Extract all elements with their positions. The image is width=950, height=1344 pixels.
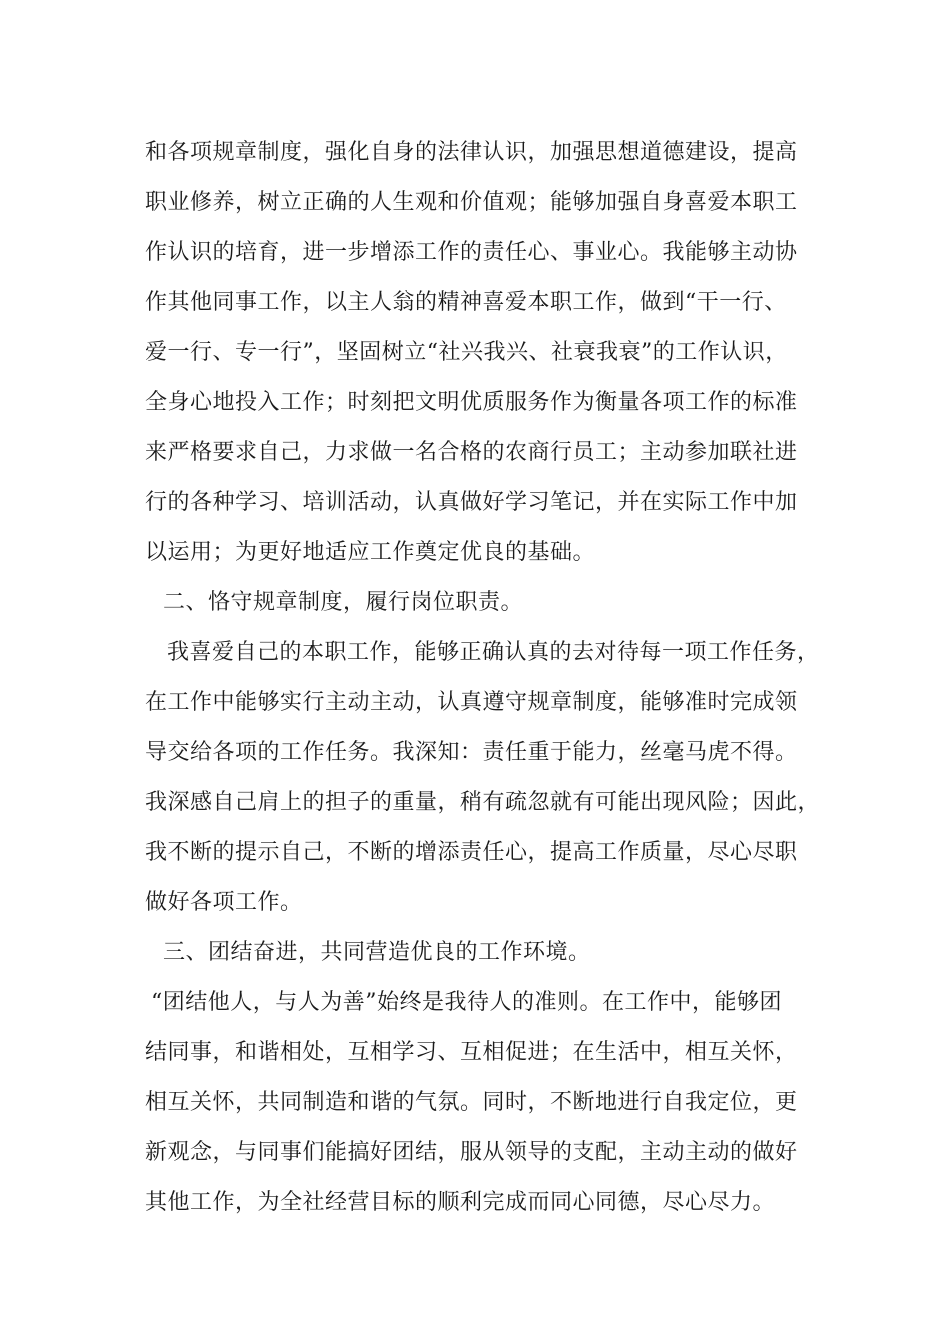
text-line-2: 职业修养，树立正确的人生观和价值观；能够加强自身喜爱本职工 [145, 190, 798, 215]
text-line-3: 作认识的培育，进一步增添工作的责任心、事业心。我能够主动协 [145, 240, 798, 265]
text-line-8: 行的各种学习、培训活动，认真做好学习笔记，并在实际工作中加 [145, 490, 798, 515]
document-body [145, 128, 825, 1228]
text-line-22: 其他工作，为全社经营目标的顺利完成而同心同德，尽心尽力。 [145, 1190, 776, 1215]
text-line-1: 和各项规章制度，强化自身的法律认识，加强思想道德建设，提高 [145, 140, 798, 165]
text-line-19: 结同事，和谐相处，互相学习、互相促进；在生活中，相互关怀， [145, 1040, 798, 1065]
text-line-13: 导交给各项的工作任务。我深知：责任重于能力，丝毫马虎不得。 [145, 740, 798, 765]
text-line-12: 在工作中能够实行主动主动，认真遵守规章制度，能够准时完成领 [145, 690, 798, 715]
section-heading-3: 三、团结奋进，共同营造优良的工作环境。 [163, 940, 591, 965]
text-line-4: 作其他同事工作，以主人翁的精神喜爱本职工作，做到“干一行、 [145, 290, 787, 315]
text-line-16: 做好各项工作。 [145, 890, 303, 915]
text-line-6: 全身心地投入工作；时刻把文明优质服务作为衡量各项工作的标准 [145, 390, 798, 415]
text-line-9: 以运用；为更好地适应工作奠定优良的基础。 [145, 540, 596, 565]
text-line-7: 来严格要求自己，力求做一名合格的农商行员工；主动参加联社进 [145, 440, 798, 465]
text-line-11: 我喜爱自己的本职工作，能够正确认真的去对待每一项工作任务， [167, 640, 820, 665]
section-heading-2: 二、恪守规章制度，履行岗位职责。 [163, 590, 524, 615]
text-line-21: 新观念，与同事们能搞好团结，服从领导的支配，主动主动的做好 [145, 1140, 798, 1165]
text-line-20: 相互关怀，共同制造和谐的气氛。同时，不断地进行自我定位，更 [145, 1090, 798, 1115]
text-line-14: 我深感自己肩上的担子的重量，稍有疏忽就有可能出现风险；因此， [145, 790, 821, 815]
text-line-18: “团结他人，与人为善”始终是我待人的准则。在工作中，能够团 [151, 990, 782, 1015]
text-line-5: 爱一行、专一行”，坚固树立“社兴我兴、社衰我衰”的工作认识， [145, 340, 788, 365]
text-line-15: 我不断的提示自己，不断的增添责任心，提高工作质量，尽心尽职 [145, 840, 798, 865]
